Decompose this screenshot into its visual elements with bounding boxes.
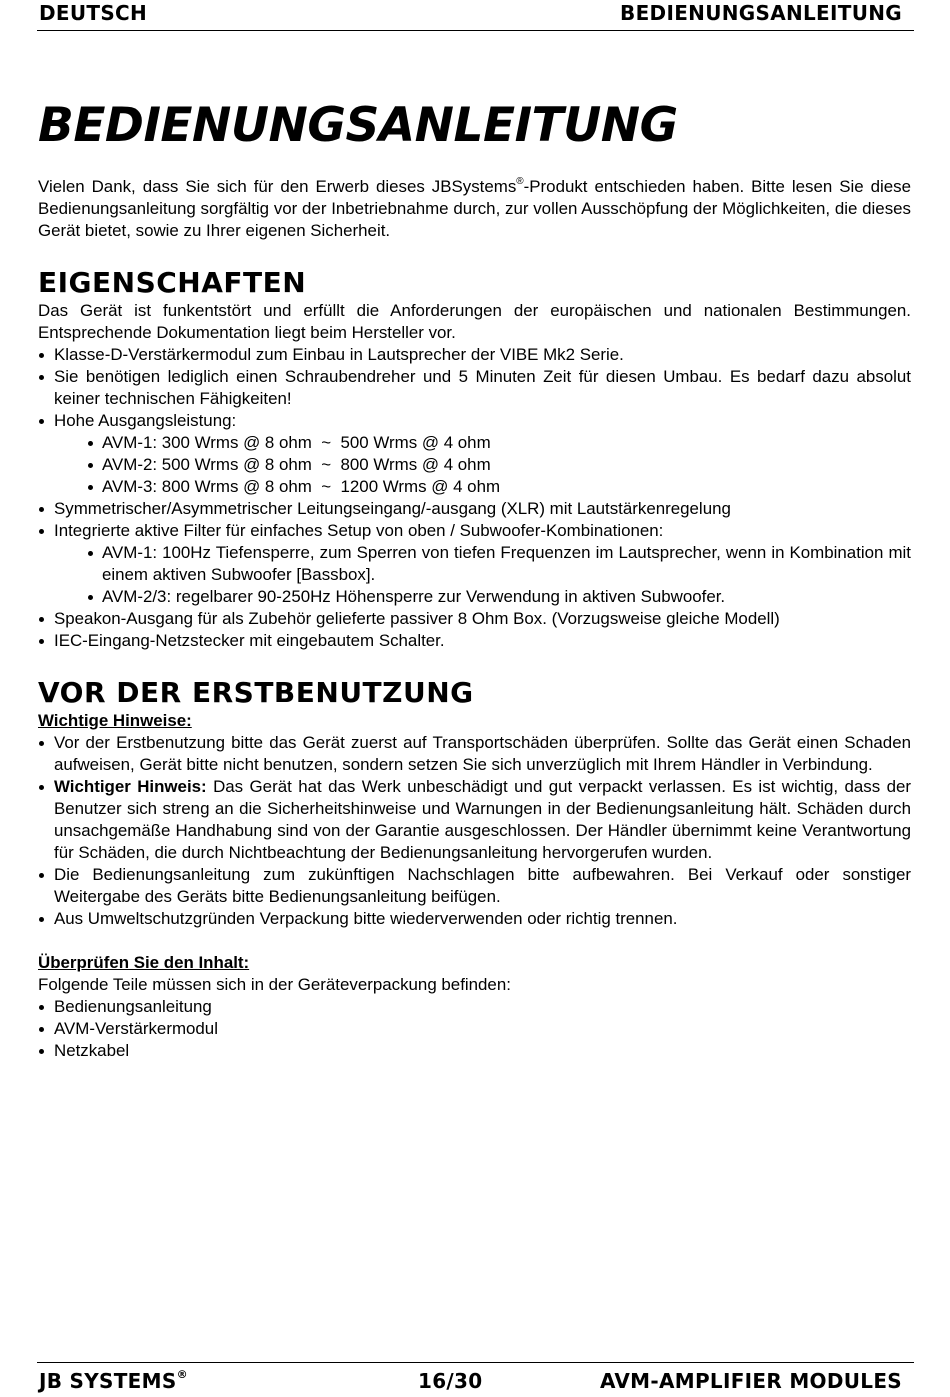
note-item: Vor der Erstbenutzung bitte das Gerät zuerst auf Transportschäden überprüfen. Sollte das Gerät einen Schaden aufweisen, Gerät bitte nicht benutzen, sondern setzen Sie sich unverzüglich mit Ihrem Händler in Verbindung.: [38, 732, 911, 776]
intro-paragraph: [38, 176, 911, 242]
registered-mark: ®: [516, 176, 524, 188]
filter-spec-item: AVM-1: 100Hz Tiefensperre, zum Sperren von tiefen Frequenzen im Lautsprecher, wenn in Kombination mit einem aktiven Subwoofer [Bassbox].: [54, 542, 911, 586]
power-spec-item: AVM-1: 300 Wrms @ 8 ohm ~ 500 Wrms @ 4 ohm: [54, 432, 911, 454]
note-item: [38, 776, 911, 864]
power-spec-item: AVM-3: 800 Wrms @ 8 ohm ~ 1200 Wrms @ 4 ohm: [54, 476, 911, 498]
feature-item: Speakon-Ausgang für als Zubehör gelieferte passiver 8 Ohm Box. (Vorzugsweise gleiche Modell): [38, 608, 911, 630]
intro-text-end: -Produkt entschieden haben. Bitte lesen Sie diese Bedienungsanleitung sorgfältig vor der Inbetriebnahme durch, zur vollen Ausschöpfung der Möglichkeiten, die dieses Gerät bietet, sowie zu Ihrer eigenen Sicherheit.: [38, 177, 912, 240]
feature-item: Klasse-D-Verstärkermodul zum Einbau in Lautsprecher der VIBE Mk2 Serie.: [38, 344, 911, 366]
before-use-heading: VOR DER ERSTBENUTZUNG: [38, 676, 474, 709]
contents-title: [38, 952, 911, 974]
footer-brand: [39, 1369, 188, 1393]
contents-lead: Folgende Teile müssen sich in der Geräteverpackung befinden:: [38, 975, 511, 994]
package-item: Bedienungsanleitung: [38, 996, 911, 1018]
feature-item: [38, 520, 911, 608]
note-text: Das Gerät hat das Werk unbeschädigt und gut verpackt verlassen. Es ist wichtig, dass der Benutzer sich streng an die Sicherheitshinweise und Warnungen in der Bedienungsanleitung hält. Schäden durch unsachgemäße Handhabung sind von der Garantie ausgeschlossen. Der Händler übernimmt keine Verantwortung für Schäden, die durch Nichtbeachtung der Bedienungsanleitung hervorgerufen wurden.: [54, 777, 911, 862]
filter-spec-item: AVM-2/3: regelbarer 90-250Hz Höhensperre zur Verwendung in aktiven Subwoofer.: [54, 586, 911, 608]
important-notes-list: [38, 732, 911, 930]
feature-item: Symmetrischer/Asymmetrischer Leitungseingang/-ausgang (XLR) mit Lautstärkenregelung: [38, 498, 911, 520]
filter-sublist: [54, 542, 911, 608]
feature-item-text: Hohe Ausgangsleistung:: [54, 411, 237, 430]
page-footer: [37, 1362, 914, 1397]
header-doc-title: BEDIENUNGSANLEITUNG: [620, 1, 902, 25]
package-item: AVM-Verstärkermodul: [38, 1018, 911, 1040]
power-sublist: [54, 432, 911, 498]
note-item: Aus Umweltschutzgründen Verpackung bitte wiederverwenden oder richtig trennen.: [38, 908, 911, 930]
contents-label: Überprüfen Sie den Inhalt:: [38, 953, 250, 972]
package-item: Netzkabel: [38, 1040, 911, 1062]
features-heading: EIGENSCHAFTEN: [38, 266, 307, 299]
document-body: [38, 176, 911, 1062]
intro-text-start: Vielen Dank, dass Sie sich für den Erwerb dieses JBSystems: [38, 177, 517, 196]
footer-product: AVM-AMPLIFIER MODULES: [599, 1369, 902, 1393]
features-list: [38, 344, 911, 652]
note-bold-label: Wichtiger Hinweis:: [54, 777, 207, 796]
important-notes-title: [38, 710, 911, 732]
footer-registered-mark: ®: [176, 1368, 188, 1382]
feature-item: IEC-Eingang-Netzstecker mit eingebautem Schalter.: [38, 630, 911, 652]
page-number: 16/30: [418, 1369, 483, 1393]
important-notes-label: Wichtige Hinweise:: [38, 711, 192, 730]
note-item: Die Bedienungsanleitung zum zukünftigen Nachschlagen bitte aufbewahren. Bei Verkauf oder sonstiger Weitergabe des Geräts bitte Bedienungsanleitung beifügen.: [38, 864, 911, 908]
package-contents-list: [38, 996, 911, 1062]
feature-item: Sie benötigen lediglich einen Schraubendreher und 5 Minuten Zeit für diesen Umbau. Es bedarf dazu absolut keiner technischen Fähigkeiten!: [38, 366, 911, 410]
power-spec-item: AVM-2: 500 Wrms @ 8 ohm ~ 800 Wrms @ 4 ohm: [54, 454, 911, 476]
page-title: BEDIENUNGSANLEITUNG: [38, 98, 678, 153]
feature-item-text: Integrierte aktive Filter für einfaches Setup von oben / Subwoofer-Kombinationen:: [54, 521, 664, 540]
page-header: [37, 1, 914, 31]
features-lead: Das Gerät ist funkentstört und erfüllt die Anforderungen der europäischen und nationalen Bestimmungen. Entsprechende Dokumentation liegt beim Hersteller vor.: [38, 301, 911, 342]
header-language: DEUTSCH: [39, 1, 148, 25]
footer-brand-text: JB SYSTEMS: [39, 1369, 177, 1393]
feature-item: [38, 410, 911, 498]
